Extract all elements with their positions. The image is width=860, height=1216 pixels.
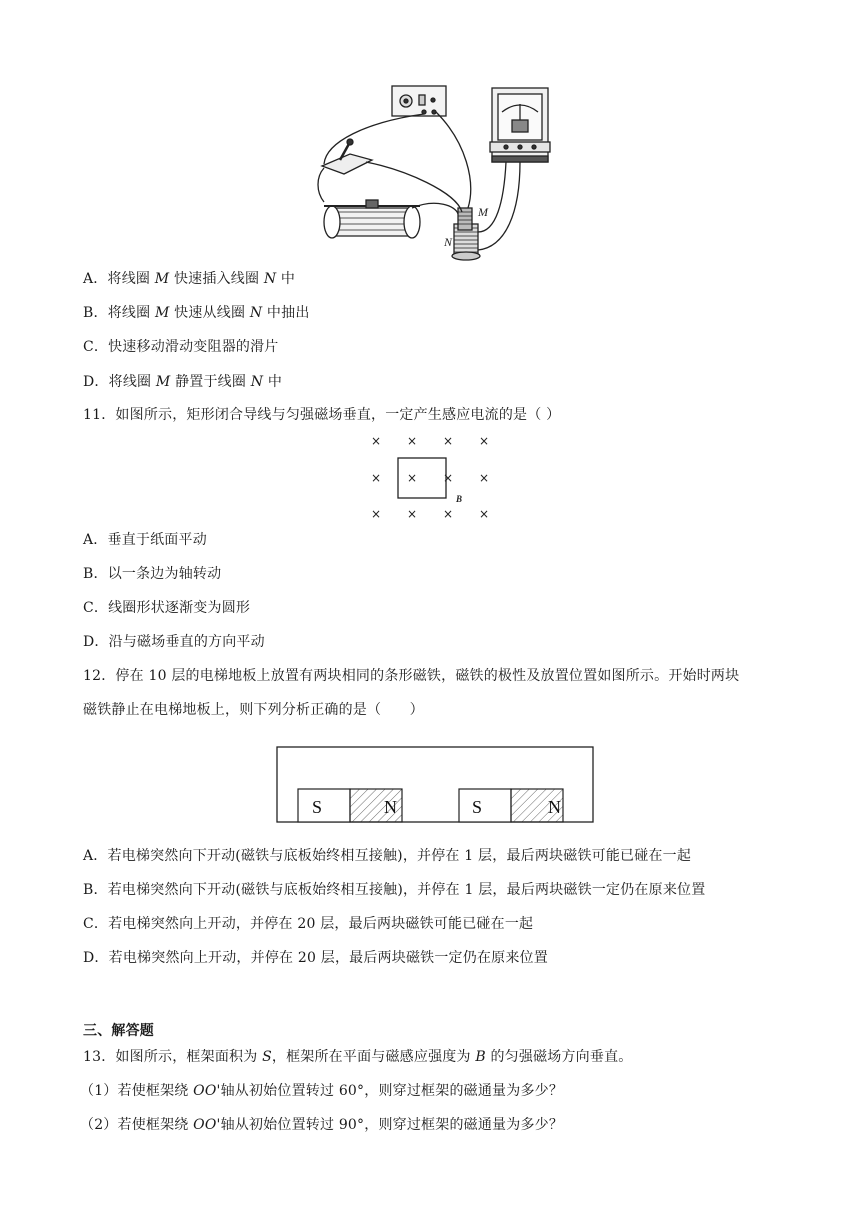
magnetic-field-figure bbox=[364, 430, 500, 524]
coil-n-label: N bbox=[444, 235, 453, 249]
q12-stem-line2: 磁铁静止在电梯地板上，则下列分析正确的是（ ） bbox=[83, 702, 424, 718]
field-cross-1-3: × bbox=[478, 471, 490, 485]
q13-part-1: （1）若使框架绕 OO'轴从初始位置转过 60°，则穿过框架的磁通量为多少？ bbox=[80, 1083, 564, 1099]
svg-text:N: N bbox=[548, 797, 561, 817]
q12-option-d: D．若电梯突然向上开动，并停在 20 层，最后两块磁铁一定仍在原来位置 bbox=[83, 950, 548, 966]
elevator-magnets-figure bbox=[276, 745, 598, 825]
field-cross-0-3: × bbox=[478, 434, 490, 448]
svg-text:S: S bbox=[312, 797, 323, 817]
induction-apparatus-figure bbox=[306, 82, 564, 262]
q12-option-a: A．若电梯突然向下开动(磁铁与底板始终相互接触)，并停在 1 层，最后两块磁铁可能已碰在一起 bbox=[83, 848, 692, 864]
q12-option-b: B．若电梯突然向下开动(磁铁与底板始终相互接触)，并停在 1 层，最后两块磁铁一定仍在原来位置 bbox=[83, 882, 706, 898]
q11-option-b: B．以一条边为轴转动 bbox=[83, 566, 222, 582]
field-cross-0-1: × bbox=[406, 434, 418, 448]
q11-option-d: D．沿与磁场垂直的方向平动 bbox=[83, 634, 265, 650]
svg-text:N: N bbox=[384, 797, 397, 817]
q13-part-2: （2）若使框架绕 OO'轴从初始位置转过 90°，则穿过框架的磁通量为多少？ bbox=[80, 1117, 564, 1133]
q11-stem: 11．如图所示，矩形闭合导线与匀强磁场垂直，一定产生感应电流的是（ ） bbox=[83, 407, 561, 423]
field-cross-1-1: × bbox=[406, 471, 418, 485]
q13-stem: 13．如图所示，框架面积为 S，框架所在平面与磁感应强度为 B 的匀强磁场方向垂直。 bbox=[83, 1049, 633, 1065]
q12-stem-line1: 12．停在 10 层的电梯地板上放置有两块相同的条形磁铁，磁铁的极性及放置位置如图所示。开始时两块 bbox=[83, 668, 740, 684]
q12-option-c: C．若电梯突然向上开动，并停在 20 层，最后两块磁铁可能已碰在一起 bbox=[83, 916, 534, 932]
field-cross-0-2: × bbox=[442, 434, 454, 448]
field-cross-2-2: × bbox=[442, 507, 454, 521]
magnet-2-s-pole bbox=[459, 789, 511, 822]
field-cross-2-3: × bbox=[478, 507, 490, 521]
svg-text:S: S bbox=[472, 797, 483, 817]
coil-m-label: M bbox=[478, 205, 488, 219]
field-cross-2-1: × bbox=[406, 507, 418, 521]
q10-option-c: C．快速移动滑动变阻器的滑片 bbox=[83, 339, 279, 355]
q10-option-b: B．将线圈 M 快速从线圈 N 中抽出 bbox=[83, 305, 310, 321]
rectangular-loop bbox=[398, 458, 446, 498]
q10-option-a: A．将线圈 M 快速插入线圈 N 中 bbox=[83, 271, 296, 287]
field-cross-1-0: × bbox=[370, 471, 382, 485]
section-heading: 三、解答题 bbox=[83, 1023, 154, 1039]
field-b-label: B bbox=[456, 494, 463, 504]
field-cross-1-2: × bbox=[442, 471, 454, 485]
field-cross-2-0: × bbox=[370, 507, 382, 521]
magnet-1-s-pole bbox=[298, 789, 350, 822]
q10-option-d: D．将线圈 M 静置于线圈 N 中 bbox=[83, 374, 283, 390]
q11-option-a: A．垂直于纸面平动 bbox=[83, 532, 207, 548]
q11-option-c: C．线圈形状逐渐变为圆形 bbox=[83, 600, 251, 616]
field-cross-0-0: × bbox=[370, 434, 382, 448]
